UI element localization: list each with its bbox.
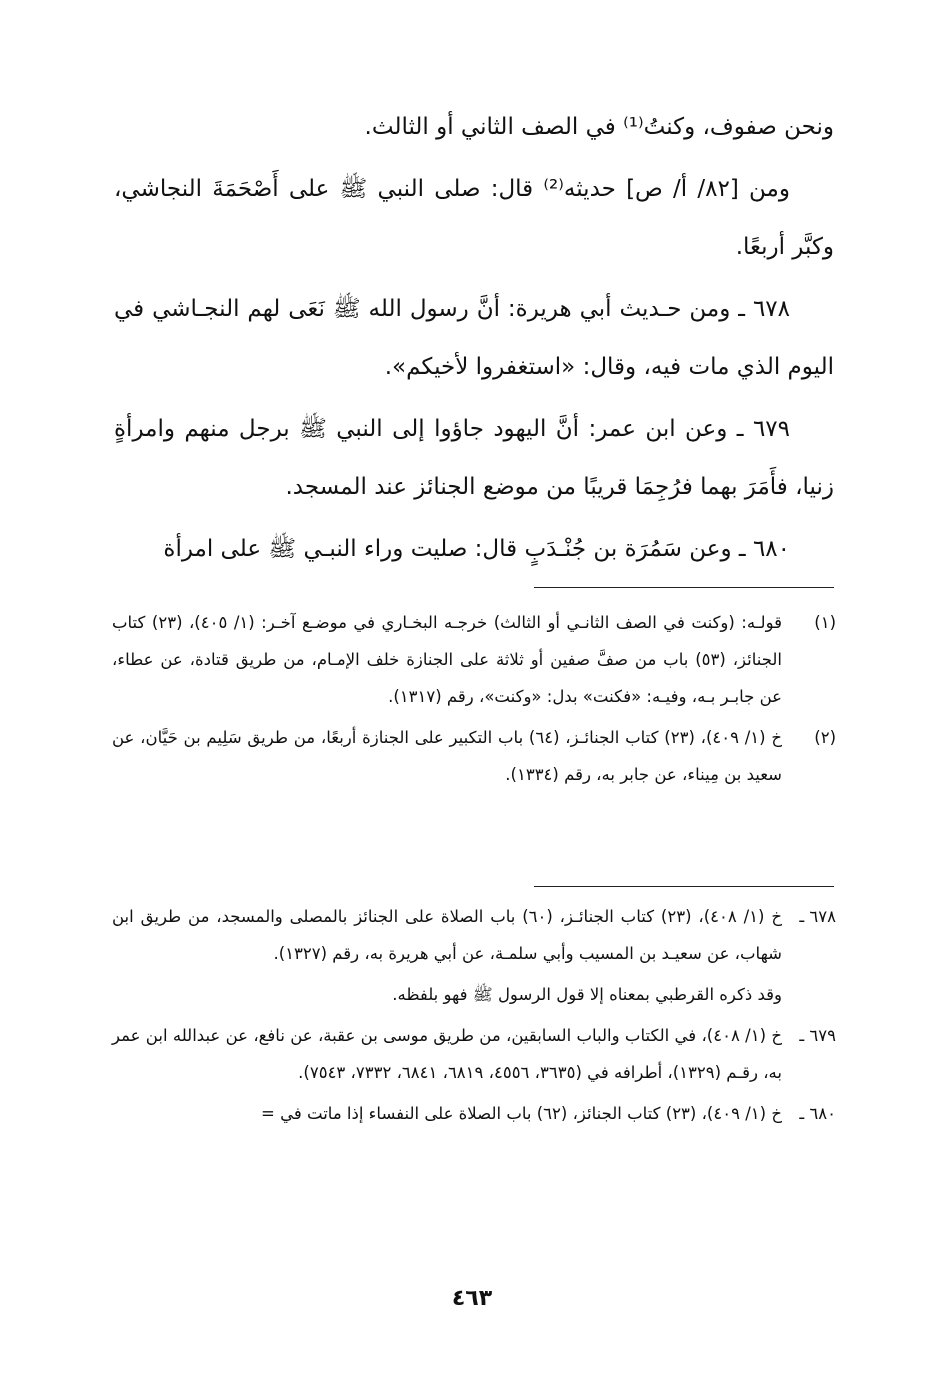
main-paragraph: ونحن صفوف، وكنتُ⁽¹⁾ في الصف الثاني أو الثالث. bbox=[364, 114, 834, 140]
hadith-note-680 bbox=[112, 1095, 836, 1132]
main-paragraph: ومن [٨٢/ أ/ ص] حديثه⁽²⁾ قال: صلى النبي ﷺ على أَصْحَمَةَ النجاشي، وكبَّر أربعًا. bbox=[114, 176, 834, 260]
footnote-separator bbox=[534, 587, 834, 588]
hadith-note-remark bbox=[112, 976, 836, 1013]
footnote-1 bbox=[112, 604, 836, 715]
hadith-679: ٦٧٩ ـ وعن ابن عمر: أنَّ اليهود جاؤوا إلى النبي ﷺ برجل منهم وامرأةٍ زنيا، فأَمَرَ بهما فرُجِمَا قريبًا من موضع الجنائز عند المسجد. bbox=[114, 416, 834, 500]
hadith-678: ٦٧٨ ـ ومن حـديث أبي هريرة: أنَّ رسول الله ﷺ نَعَى لهم النجـاشي في اليوم الذي مات فيه، وقال: «استغفروا لأخيكم». bbox=[114, 296, 834, 380]
hadith-note-number: ٦٧٩ ـ bbox=[799, 1026, 836, 1045]
hadith-note-679 bbox=[112, 1017, 836, 1091]
hadith-note-number: ٦٨٠ ـ bbox=[799, 1104, 836, 1123]
hadith-note-text: خ (١/ ٤٠٨)، في الكتاب والباب السابقين، من طريق موسى بن عقبة، عن نافع، عن عبدالله ابن عمر به، رقـم (١٣٢٩)، أطرافه في (٣٦٣٥، ٤٥٥٦، ٦٨١٩، ٦٨٤١، ٧٣٣٢، ٧٥٤٣). bbox=[112, 1026, 782, 1082]
hadith-note-text: خ (١/ ٤٠٨)، (٢٣) كتاب الجنائـز، (٦٠) باب الصلاة على الجنائز بالمصلى والمسجد، من طريق ابن شهاب، عن سعيـد بن المسيب وأبي سلمـة، عن أبي هريرة به، رقم (١٣٢٧). bbox=[112, 907, 782, 963]
footnote-number: (١) bbox=[814, 613, 836, 632]
hadith-680: ٦٨٠ ـ وعن سَمُرَة بن جُنْـدَبٍ قال: صليت وراء النبـي ﷺ على امرأة bbox=[163, 536, 790, 562]
footnote-text: خ (١/ ٤٠٩)، (٢٣) كتاب الجنائـز، (٦٤) باب التكبير على الجنازة أربعًا، من طريق سَلِيم بن حَيَّان، عن سعيد بن مِيناء، عن جابر به، رقم (١٣٣٤). bbox=[112, 728, 783, 784]
hadith-notes bbox=[112, 898, 836, 1136]
footnotes bbox=[112, 604, 836, 797]
hadith-note-text: وقد ذكره القرطبي بمعناه إلا قول الرسول ﷺ فهو بلفظه. bbox=[392, 985, 782, 1004]
footnote-2 bbox=[112, 719, 836, 793]
hadith-notes-separator bbox=[534, 886, 834, 887]
main-text bbox=[114, 98, 834, 578]
page-number: ٤٦٣ bbox=[451, 1286, 493, 1311]
hadith-note-678 bbox=[112, 898, 836, 972]
footnote-text: قولـه: (وكنت في الصف الثانـي أو الثالث) خرجـه البخـاري في موضـع آخـر: (١/ ٤٠٥)، (٢٣) كتاب الجنائز، (٥٣) باب من صفَّ صفين أو ثلاثة على الجنازة خلف الإمـام، من طريق قتادة، عن عطاء، عن جابـر بـه، وفيـه: «فكنت» بدل: «وكنت»، رقم (١٣١٧). bbox=[112, 613, 782, 706]
hadith-note-number: ٦٧٨ ـ bbox=[799, 907, 836, 926]
footnote-number: (٢) bbox=[814, 728, 836, 747]
hadith-note-text: خ (١/ ٤٠٩)، (٢٣) كتاب الجنائز، (٦٢) باب الصلاة على النفساء إذا ماتت في = bbox=[261, 1104, 782, 1123]
